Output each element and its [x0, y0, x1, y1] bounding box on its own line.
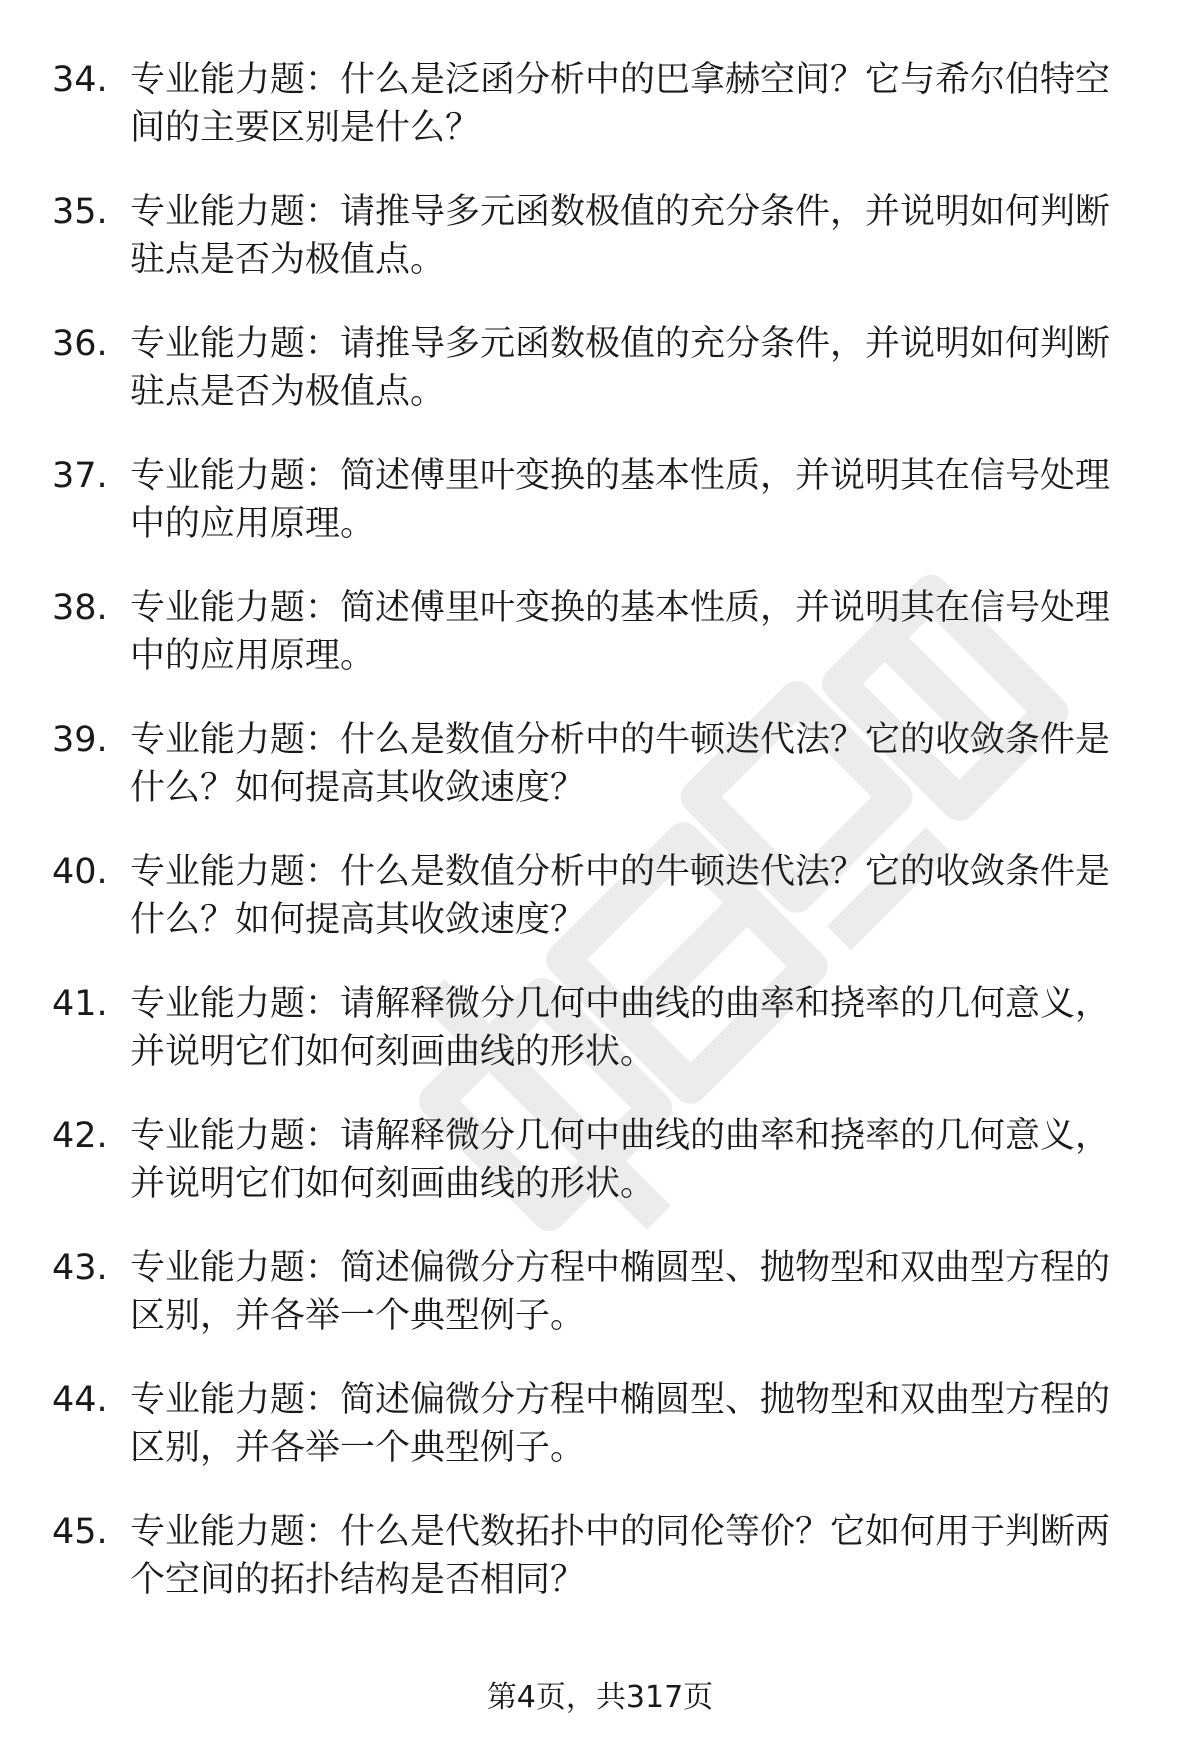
question-item: [0, 1508, 1200, 1640]
question-number: 41.: [52, 984, 108, 1024]
question-number: 35.: [52, 192, 108, 232]
question-number: 37.: [52, 456, 108, 496]
question-text: 专业能力题：什么是泛函分析中的巴拿赫空间？它与希尔伯特空间的主要区别是什么？: [130, 60, 1111, 148]
question-text: 专业能力题：简述傅里叶变换的基本性质，并说明其在信号处理中的应用原理。: [130, 456, 1111, 544]
question-number: 45.: [52, 1512, 108, 1552]
question-text: 专业能力题：请解释微分几何中曲线的曲率和挠率的几何意义，并说明它们如何刻画曲线的形状。: [130, 984, 1111, 1072]
question-number: 34.: [52, 60, 108, 100]
question-text: 专业能力题：什么是代数拓扑中的同伦等价？它如何用于判断两个空间的拓扑结构是否相同？: [130, 1512, 1111, 1600]
question-item: [0, 1112, 1200, 1244]
question-item: [0, 56, 1200, 188]
question-text: 专业能力题：什么是数值分析中的牛顿迭代法？它的收敛条件是什么？如何提高其收敛速度？: [130, 720, 1111, 808]
question-item: [0, 848, 1200, 980]
question-list: [0, 56, 1200, 1640]
question-number: 36.: [52, 324, 108, 364]
question-number: 38.: [52, 588, 108, 628]
question-number: 39.: [52, 720, 108, 760]
question-item: [0, 452, 1200, 584]
question-item: [0, 980, 1200, 1112]
question-item: [0, 1244, 1200, 1376]
question-number: 40.: [52, 852, 108, 892]
question-text: 专业能力题：简述傅里叶变换的基本性质，并说明其在信号处理中的应用原理。: [130, 588, 1111, 676]
question-item: [0, 716, 1200, 848]
question-text: 专业能力题：什么是数值分析中的牛顿迭代法？它的收敛条件是什么？如何提高其收敛速度？: [130, 852, 1111, 940]
question-text: 专业能力题：简述偏微分方程中椭圆型、抛物型和双曲型方程的区别，并各举一个典型例子。: [130, 1380, 1111, 1468]
question-number: 42.: [52, 1116, 108, 1156]
question-number: 43.: [52, 1248, 108, 1288]
question-item: [0, 584, 1200, 716]
question-item: [0, 188, 1200, 320]
page-footer: 第4页，共317页: [486, 1680, 714, 1715]
question-text: 专业能力题：简述偏微分方程中椭圆型、抛物型和双曲型方程的区别，并各举一个典型例子。: [130, 1248, 1111, 1336]
question-text: 专业能力题：请解释微分几何中曲线的曲率和挠率的几何意义，并说明它们如何刻画曲线的形状。: [130, 1116, 1111, 1204]
question-number: 44.: [52, 1380, 108, 1420]
question-item: [0, 1376, 1200, 1508]
question-text: 专业能力题：请推导多元函数极值的充分条件，并说明如何判断驻点是否为极值点。: [130, 192, 1111, 280]
question-item: [0, 320, 1200, 452]
question-text: 专业能力题：请推导多元函数极值的充分条件，并说明如何判断驻点是否为极值点。: [130, 324, 1111, 412]
